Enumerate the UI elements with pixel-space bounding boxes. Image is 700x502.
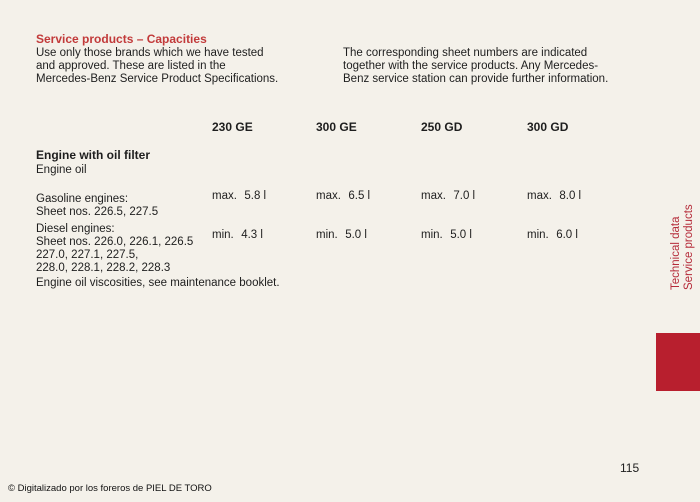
- diesel-line: Diesel engines:: [36, 223, 115, 235]
- min-label: min.: [212, 229, 234, 241]
- diesel-line: 228.0, 228.1, 228.2, 228.3: [36, 262, 171, 274]
- diesel-line: Sheet nos. 226.0, 226.1, 226.5: [36, 236, 194, 248]
- engine-oil-values-300gd: [527, 164, 581, 255]
- column-header-230ge: 230 GE: [212, 120, 253, 134]
- engine-oil-values-300ge: [316, 164, 370, 255]
- intro-left-line: and approved. These are listed in the: [36, 60, 226, 72]
- max-label: max.: [421, 190, 446, 202]
- min-value: 5.0 l: [345, 229, 367, 241]
- engine-oil-label: Engine oil: [36, 164, 87, 176]
- min-value: 4.3 l: [241, 229, 263, 241]
- column-header-300gd: 300 GD: [527, 120, 569, 134]
- min-value: 6.0 l: [556, 229, 578, 241]
- gasoline-line: Gasoline engines:: [36, 193, 129, 205]
- max-label: max.: [316, 190, 341, 202]
- column-header-250gd: 250 GD: [421, 120, 463, 134]
- max-value: 5.8 l: [244, 190, 267, 202]
- max-value: 6.5 l: [348, 190, 371, 202]
- min-label: min.: [527, 229, 549, 241]
- side-tab-line-technical-data: Technical data: [670, 216, 682, 290]
- side-tab-text: [670, 204, 700, 291]
- diesel-line: 227.0, 227.1, 227.5,: [36, 249, 139, 261]
- side-tab-line-service-products: Service products: [683, 204, 695, 290]
- scan-credit-footer: © Digitalizado por los foreros de PIEL DE TORO: [8, 483, 212, 494]
- intro-left-line: Mercedes-Benz Service Product Specifications.: [36, 73, 279, 85]
- min-value: 5.0 l: [450, 229, 472, 241]
- min-label: min.: [316, 229, 338, 241]
- viscosity-note: Engine oil viscosities, see maintenance booklet.: [36, 277, 280, 289]
- intro-left-paragraph: [36, 47, 326, 86]
- intro-right-line: together with the service products. Any Mercedes-: [343, 60, 599, 72]
- max-value: 7.0 l: [453, 190, 476, 202]
- chapter-tab-marker: [656, 333, 700, 391]
- intro-right-paragraph: [343, 47, 643, 86]
- gasoline-line: Sheet nos. 226.5, 227.5: [36, 206, 159, 218]
- intro-right-line: The corresponding sheet numbers are indicated: [343, 47, 588, 59]
- engine-oil-values-230ge: [212, 164, 266, 255]
- max-label: max.: [527, 190, 552, 202]
- engine-oil-values-250gd: [421, 164, 475, 255]
- max-label: max.: [212, 190, 237, 202]
- max-value: 8.0 l: [559, 190, 582, 202]
- intro-right-line: Benz service station can provide further information.: [343, 73, 609, 85]
- section-heading: Service products – Capacities: [36, 32, 207, 46]
- engine-oil-filter-title: Engine with oil filter: [36, 148, 150, 162]
- intro-left-line: Use only those brands which we have tested: [36, 47, 264, 59]
- diesel-engines-block: [36, 223, 193, 275]
- gasoline-engines-block: [36, 193, 158, 219]
- page-number: 115: [620, 461, 640, 475]
- min-label: min.: [421, 229, 443, 241]
- column-header-300ge: 300 GE: [316, 120, 357, 134]
